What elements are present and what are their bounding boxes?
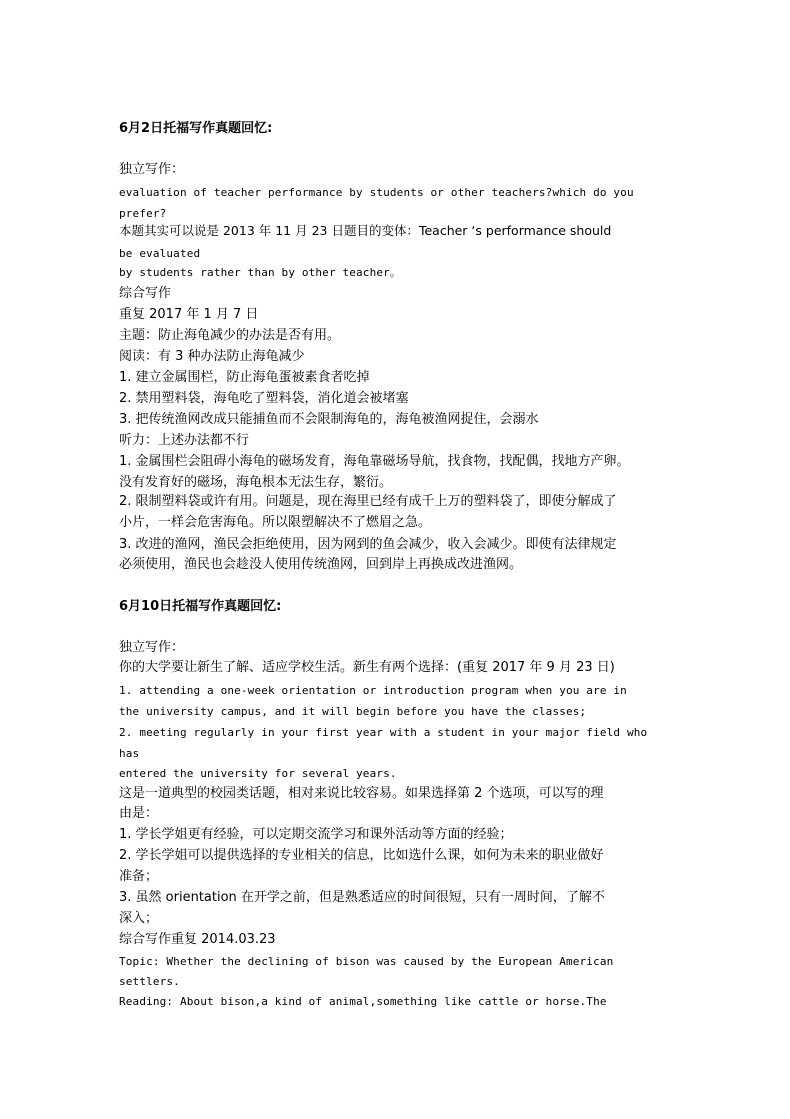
option-line: the university campus, and it will begin before you have the classes; <box>119 705 587 718</box>
topic-line: Topic: Whether the declining of bison was caused by the European American <box>119 955 614 968</box>
repeat-date: 重复 2017 年 1 月 7 日 <box>119 307 259 322</box>
topic-line: settlers. <box>119 975 180 988</box>
listening-point: 小片，一样会危害海龟。所以限塑解决不了燃眉之急。 <box>119 515 432 530</box>
listening-point: 2. 限制塑料袋或许有用。问题是，现在海里已经有成千上万的塑料袋了，即使分解成了 <box>119 494 617 509</box>
variant-note-line: be evaluated <box>119 247 201 260</box>
section-heading-june-10: 6月10日托福写作真题回忆: <box>119 599 282 614</box>
listening-point: 3. 改进的渔网，渔民会拒绝使用，因为网到的鱼会减少，收入会减少。即使有法律规定 <box>119 537 617 552</box>
reason-line: 1. 学长学姐更有经验，可以定期交流学习和课外活动等方面的经验； <box>119 827 513 842</box>
listening-point: 1. 金属围栏会阻碍小海龟的磁场发育，海龟靠磁场导航，找食物，找配偶，找地方产卵。 <box>119 454 630 469</box>
integrated-writing-label: 综合写作 <box>119 286 172 301</box>
option-line: 1. attending a one-week orientation or introduction program when you are in <box>119 684 627 697</box>
variant-note-line: by students rather than by other teacher。 <box>119 266 402 279</box>
section-heading-june-2: 6月2日托福写作真题回忆: <box>119 121 273 136</box>
reading-point: 1. 建立金属围栏，防止海龟蛋被素食者吃掉 <box>119 370 370 385</box>
reason-line: 准备； <box>119 869 159 884</box>
reason-line: 3. 虽然 orientation 在开学之前，但是熟悉适应的时间很短，只有一周时间，了解不 <box>119 890 605 905</box>
listening-point: 没有发育好的磁场，海龟根本无法生存，繁衍。 <box>119 475 393 490</box>
independent-intro: 你的大学要让新生了解、适应学校生活。新生有两个选择：(重复 2017 年 9 月 23 日) <box>119 660 615 675</box>
reading-point: 2. 禁用塑料袋，海龟吃了塑料袋，消化道会被堵塞 <box>119 391 409 406</box>
reason-line: 深入； <box>119 911 159 926</box>
analysis-line: 由是： <box>119 806 159 821</box>
listening-intro: 听力：上述办法都不行 <box>119 433 250 448</box>
variant-note-line: 本题其实可以说是 2013 年 11 月 23 日题目的变体：Teacher ‘s performance should <box>119 223 612 238</box>
integrated-writing-repeat: 综合写作重复 2014.03.23 <box>119 932 276 947</box>
reason-line: 2. 学长学姐可以提供选择的专业相关的信息，比如选什么课，如何为未来的职业做好 <box>119 848 604 863</box>
reading-intro: 阅读：有 3 种办法防止海龟减少 <box>119 349 305 364</box>
independent-prompt-line: prefer? <box>119 207 167 220</box>
option-line: 2. meeting regularly in your first year with a student in your major field who <box>119 726 648 739</box>
option-line: has <box>119 747 140 760</box>
independent-writing-label: 独立写作： <box>119 640 185 655</box>
listening-point: 必须使用，渔民也会趁没人使用传统渔网，回到岸上再换成改进渔网。 <box>119 557 523 572</box>
independent-writing-label: 独立写作： <box>119 162 185 177</box>
topic-line: 主题：防止海龟减少的办法是否有用。 <box>119 328 341 343</box>
independent-prompt-line: evaluation of teacher performance by students or other teachers?which do you <box>119 186 634 199</box>
option-line: entered the university for several years. <box>119 767 397 780</box>
analysis-line: 这是一道典型的校园类话题，相对来说比较容易。如果选择第 2 个选项，可以写的理 <box>119 786 604 801</box>
reading-point: 3. 把传统渔网改成只能捕鱼而不会限制海龟的，海龟被渔网捉住，会溺水 <box>119 412 539 427</box>
reading-line: Reading: About bison,a kind of animal,something like cattle or horse.The <box>119 995 607 1008</box>
